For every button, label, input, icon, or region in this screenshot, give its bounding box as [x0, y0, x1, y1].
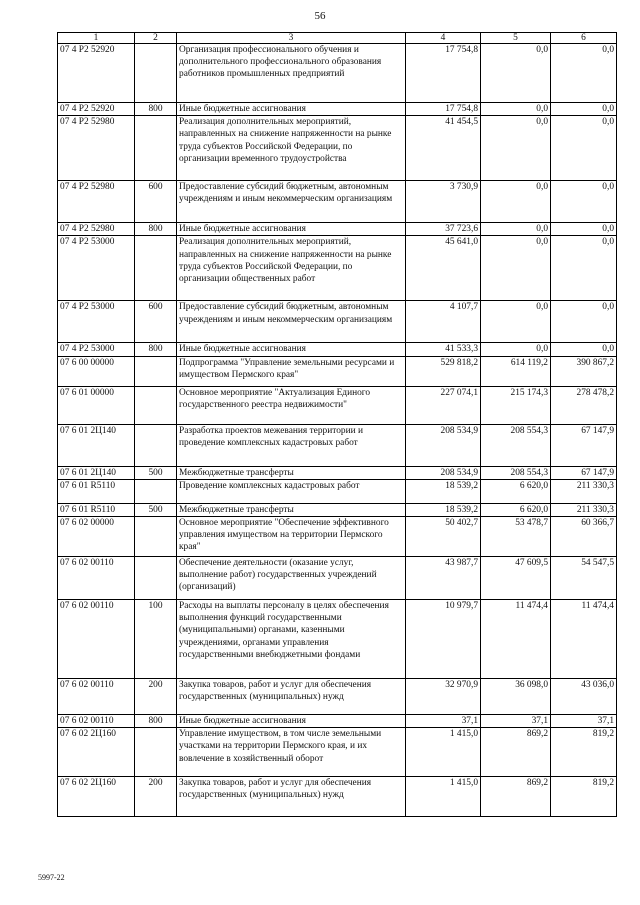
row-amount-year1: 43 987,7	[406, 557, 481, 600]
table-row	[58, 777, 617, 817]
row-code: 07 4 P2 53000	[58, 343, 135, 356]
row-code: 07 4 P2 52920	[58, 44, 135, 103]
table-row	[58, 466, 617, 479]
row-name: Межбюджетные трансферты	[177, 466, 406, 479]
row-expense-type: 800	[135, 103, 177, 116]
column-header: 5	[481, 33, 551, 44]
row-amount-year3: 0,0	[551, 103, 617, 116]
row-name: Проведение комплексных кадастровых работ	[177, 479, 406, 503]
table-row	[58, 679, 617, 715]
row-amount-year1: 529 818,2	[406, 356, 481, 386]
row-amount-year3: 0,0	[551, 116, 617, 181]
row-code: 07 4 P2 52920	[58, 103, 135, 116]
row-name: Иные бюджетные ассигнования	[177, 343, 406, 356]
row-amount-year2: 0,0	[481, 343, 551, 356]
row-amount-year2: 208 554,3	[481, 424, 551, 466]
row-amount-year2: 869,2	[481, 777, 551, 817]
row-amount-year1: 4 107,7	[406, 301, 481, 343]
table-row	[58, 424, 617, 466]
column-header: 6	[551, 33, 617, 44]
row-amount-year3: 211 330,3	[551, 479, 617, 503]
row-name: Предоставление субсидий бюджетным, автономным учреждениям и иным некоммерческим организациям	[177, 301, 406, 343]
row-expense-type	[135, 236, 177, 301]
table-row	[58, 600, 617, 679]
row-amount-year2: 11 474,4	[481, 600, 551, 679]
row-amount-year1: 41 533,3	[406, 343, 481, 356]
row-code: 07 6 02 00110	[58, 679, 135, 715]
row-expense-type: 800	[135, 715, 177, 728]
row-expense-type	[135, 44, 177, 103]
row-name: Основное мероприятие "Актуализация Единого государственного реестра недвижимости"	[177, 386, 406, 424]
row-code: 07 6 01 2Ц140	[58, 466, 135, 479]
row-expense-type: 100	[135, 600, 177, 679]
row-amount-year3: 60 366,7	[551, 517, 617, 557]
row-name: Основное мероприятие "Обеспечение эффективного управления имуществом на территории Пермского края"	[177, 517, 406, 557]
row-code: 07 4 P2 52980	[58, 116, 135, 181]
row-code: 07 4 P2 53000	[58, 236, 135, 301]
row-amount-year3: 0,0	[551, 181, 617, 223]
row-amount-year1: 208 534,9	[406, 466, 481, 479]
row-amount-year3: 0,0	[551, 236, 617, 301]
table-row	[58, 223, 617, 236]
row-expense-type	[135, 557, 177, 600]
row-amount-year1: 17 754,8	[406, 103, 481, 116]
row-code: 07 6 02 00110	[58, 600, 135, 679]
column-header: 2	[135, 33, 177, 44]
row-code: 07 6 00 00000	[58, 356, 135, 386]
row-amount-year2: 37,1	[481, 715, 551, 728]
row-amount-year2: 614 119,2	[481, 356, 551, 386]
row-amount-year2: 0,0	[481, 103, 551, 116]
row-amount-year2: 0,0	[481, 301, 551, 343]
row-name: Расходы на выплаты персоналу в целях обеспечения выполнения функций государственными (муниципальными) органами, казенными учреждениями, органами управления государственными внебюджетными фондами	[177, 600, 406, 679]
row-expense-type	[135, 116, 177, 181]
row-amount-year3: 819,2	[551, 777, 617, 817]
row-name: Управление имуществом, в том числе земельными участками на территории Пермского края, и их вовлечение в хозяйственный оборот	[177, 728, 406, 777]
row-code: 07 4 P2 52980	[58, 181, 135, 223]
table-row	[58, 517, 617, 557]
row-expense-type: 200	[135, 777, 177, 817]
row-expense-type: 600	[135, 301, 177, 343]
row-amount-year3: 390 867,2	[551, 356, 617, 386]
row-amount-year2: 0,0	[481, 44, 551, 103]
table-row	[58, 343, 617, 356]
row-name: Закупка товаров, работ и услуг для обеспечения государственных (муниципальных) нужд	[177, 679, 406, 715]
row-amount-year3: 211 330,3	[551, 503, 617, 516]
row-expense-type	[135, 517, 177, 557]
row-name: Иные бюджетные ассигнования	[177, 103, 406, 116]
row-code: 07 6 01 R5110	[58, 479, 135, 503]
row-amount-year3: 819,2	[551, 728, 617, 777]
row-expense-type	[135, 728, 177, 777]
row-code: 07 6 02 00110	[58, 557, 135, 600]
row-amount-year1: 45 641,0	[406, 236, 481, 301]
column-header: 1	[58, 33, 135, 44]
row-amount-year2: 0,0	[481, 223, 551, 236]
row-amount-year3: 0,0	[551, 343, 617, 356]
table-row	[58, 715, 617, 728]
row-amount-year3: 67 147,9	[551, 424, 617, 466]
table-row	[58, 236, 617, 301]
row-amount-year1: 10 979,7	[406, 600, 481, 679]
row-amount-year3: 37,1	[551, 715, 617, 728]
row-amount-year2: 208 554,3	[481, 466, 551, 479]
row-amount-year1: 1 415,0	[406, 777, 481, 817]
row-amount-year1: 227 074,1	[406, 386, 481, 424]
table-row	[58, 356, 617, 386]
table-row	[58, 44, 617, 103]
document-footer-code: 5997-22	[38, 873, 65, 882]
row-amount-year2: 6 620,0	[481, 479, 551, 503]
row-expense-type	[135, 356, 177, 386]
row-amount-year1: 17 754,8	[406, 44, 481, 103]
column-header: 4	[406, 33, 481, 44]
row-amount-year1: 32 970,9	[406, 679, 481, 715]
row-amount-year1: 1 415,0	[406, 728, 481, 777]
row-name: Обеспечение деятельности (оказание услуг, выполнение работ) государственных учреждений (организаций)	[177, 557, 406, 600]
row-amount-year1: 37 723,6	[406, 223, 481, 236]
row-name: Подпрограмма "Управление земельными ресурсами и имуществом Пермского края"	[177, 356, 406, 386]
row-code: 07 6 01 R5110	[58, 503, 135, 516]
row-amount-year3: 278 478,2	[551, 386, 617, 424]
row-code: 07 6 02 00110	[58, 715, 135, 728]
row-amount-year2: 6 620,0	[481, 503, 551, 516]
row-name: Иные бюджетные ассигнования	[177, 223, 406, 236]
row-expense-type	[135, 386, 177, 424]
table-row	[58, 557, 617, 600]
row-amount-year3: 0,0	[551, 44, 617, 103]
row-name: Организация профессионального обучения и дополнительного профессионального образования работников промышленных предприятий	[177, 44, 406, 103]
row-amount-year1: 208 534,9	[406, 424, 481, 466]
page-number: 56	[314, 10, 326, 22]
row-name: Реализация дополнительных мероприятий, направленных на снижение напряженности на рынке труда субъектов Российской Федерации, по организации общественных работ	[177, 236, 406, 301]
row-expense-type: 500	[135, 466, 177, 479]
row-amount-year2: 869,2	[481, 728, 551, 777]
row-expense-type	[135, 479, 177, 503]
row-code: 07 6 02 2Ц160	[58, 728, 135, 777]
row-code: 07 4 P2 53000	[58, 301, 135, 343]
row-expense-type: 800	[135, 223, 177, 236]
row-expense-type: 200	[135, 679, 177, 715]
table-row	[58, 728, 617, 777]
row-amount-year2: 215 174,3	[481, 386, 551, 424]
table-row	[58, 503, 617, 516]
row-amount-year1: 18 539,2	[406, 503, 481, 516]
row-expense-type: 800	[135, 343, 177, 356]
table-row	[58, 301, 617, 343]
table-header-row	[58, 33, 617, 44]
row-code: 07 6 02 2Ц160	[58, 777, 135, 817]
row-amount-year3: 0,0	[551, 223, 617, 236]
table-row	[58, 181, 617, 223]
row-amount-year2: 0,0	[481, 181, 551, 223]
row-amount-year2: 53 478,7	[481, 517, 551, 557]
row-code: 07 6 01 00000	[58, 386, 135, 424]
budget-table	[57, 32, 617, 817]
row-amount-year1: 37,1	[406, 715, 481, 728]
table-row	[58, 103, 617, 116]
table-row	[58, 386, 617, 424]
row-amount-year2: 47 609,5	[481, 557, 551, 600]
table-row	[58, 116, 617, 181]
row-code: 07 6 02 00000	[58, 517, 135, 557]
row-amount-year3: 11 474,4	[551, 600, 617, 679]
row-name: Предоставление субсидий бюджетным, автономным учреждениям и иным некоммерческим организациям	[177, 181, 406, 223]
row-expense-type: 600	[135, 181, 177, 223]
row-name: Реализация дополнительных мероприятий, направленных на снижение напряженности на рынке труда субъектов Российской Федерации, по организации временного трудоустройства	[177, 116, 406, 181]
row-amount-year1: 50 402,7	[406, 517, 481, 557]
row-expense-type	[135, 424, 177, 466]
table-row	[58, 479, 617, 503]
row-amount-year3: 0,0	[551, 301, 617, 343]
row-amount-year1: 41 454,5	[406, 116, 481, 181]
row-name: Разработка проектов межевания территории и проведение комплексных кадастровых работ	[177, 424, 406, 466]
row-name: Иные бюджетные ассигнования	[177, 715, 406, 728]
row-name: Закупка товаров, работ и услуг для обеспечения государственных (муниципальных) нужд	[177, 777, 406, 817]
row-amount-year1: 3 730,9	[406, 181, 481, 223]
row-amount-year2: 0,0	[481, 236, 551, 301]
row-expense-type: 500	[135, 503, 177, 516]
row-amount-year3: 67 147,9	[551, 466, 617, 479]
row-amount-year1: 18 539,2	[406, 479, 481, 503]
row-amount-year3: 43 036,0	[551, 679, 617, 715]
row-amount-year3: 54 547,5	[551, 557, 617, 600]
row-amount-year2: 0,0	[481, 116, 551, 181]
column-header: 3	[177, 33, 406, 44]
row-code: 07 6 01 2Ц140	[58, 424, 135, 466]
row-amount-year2: 36 098,0	[481, 679, 551, 715]
row-name: Межбюджетные трансферты	[177, 503, 406, 516]
row-code: 07 4 P2 52980	[58, 223, 135, 236]
